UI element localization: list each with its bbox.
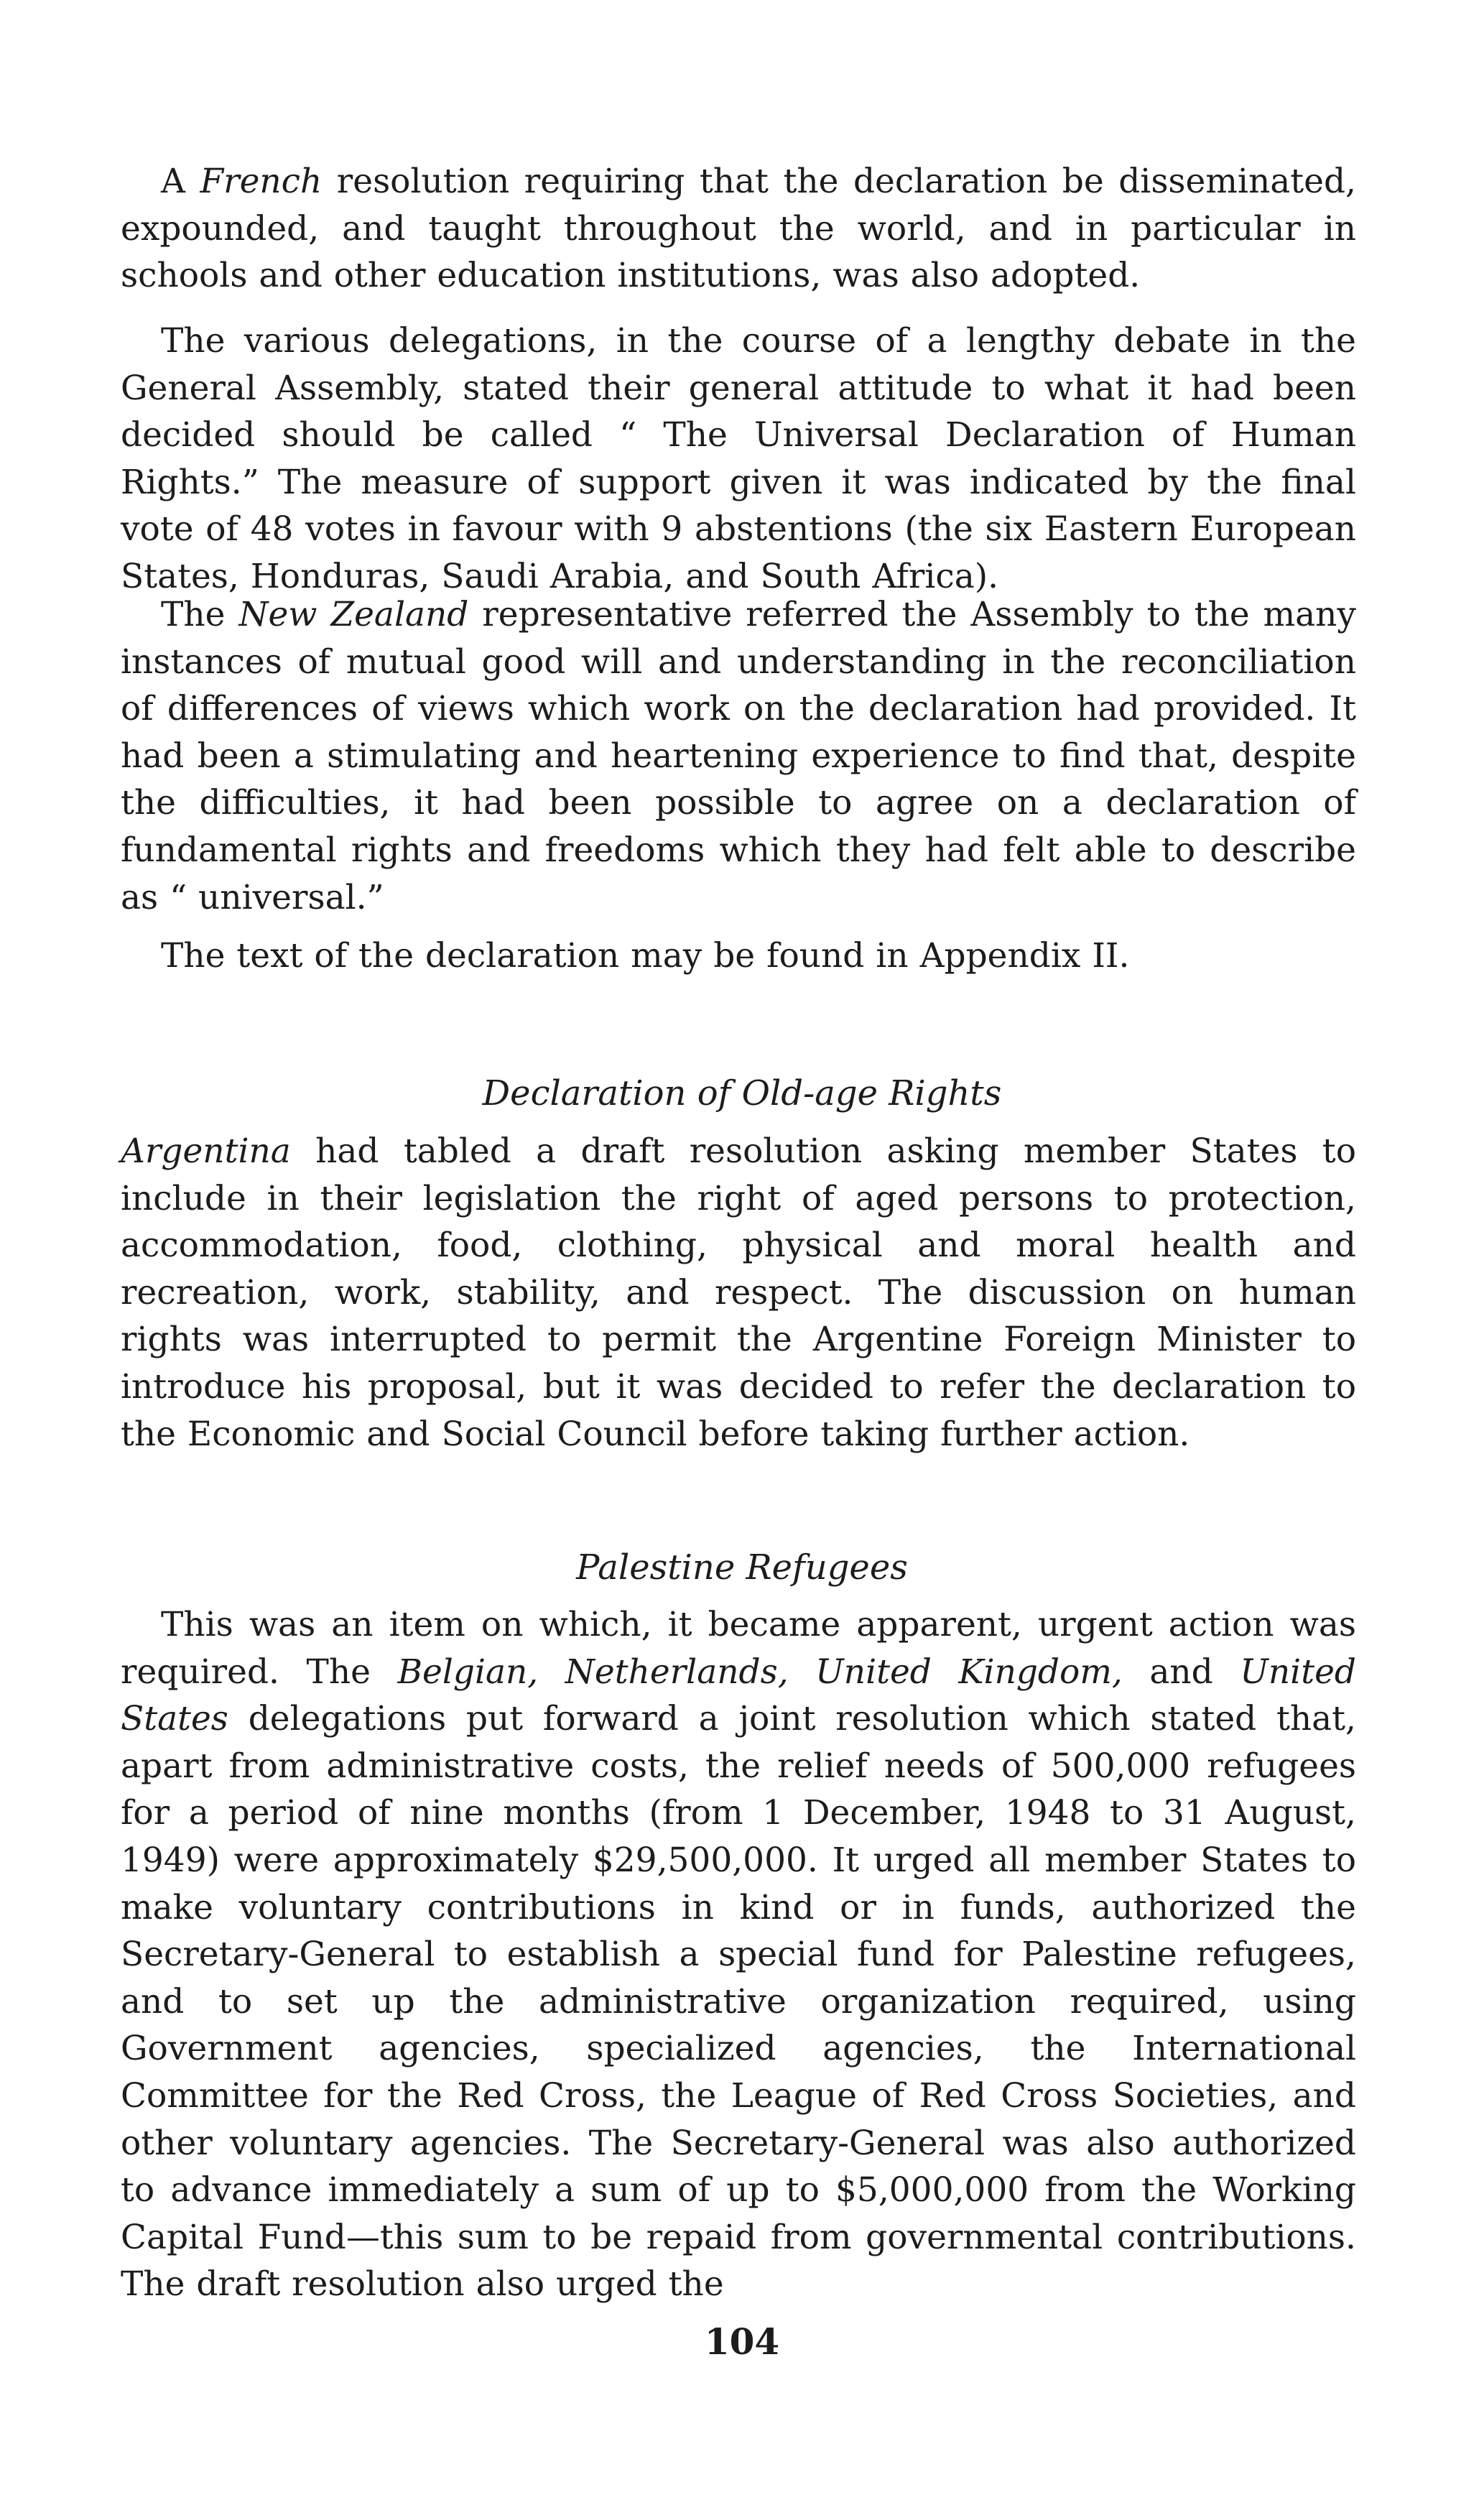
italic-emphasis: United States — [121, 1652, 1356, 1739]
paragraph-argentina: Argentina had tabled a draft resolution asking member States to include in their legislation the right of aged persons to protection, accommodation, food, clothing, physical and moral health and recreation, work, stability, and respect. The discussion on human rights was interrupted to permit the Argentine Foreign Minister to introduce his proposal, but it was decided to refer the declaration to the Economic and Social Council before taking further action. — [121, 1131, 1356, 1454]
page-number: 104 — [704, 2320, 780, 2363]
paragraph-french-resolution: A French resolution requiring that the declaration be disseminated, expounded, and taught throughout the world, and in particular in schools and other education institutions, was also adopted. — [121, 162, 1356, 296]
italic-emphasis: Belgian, Netherlands, United Kingdom, — [397, 1652, 1123, 1692]
paragraph-appendix-reference: The text of the declaration may be found in Appendix II. — [161, 936, 1130, 976]
paragraph-delegations-debate: The various delegations, in the course of a lengthy debate in the General Assembly, stated their general attitude to what it had been decided should be called “ The Universal Declaration of Human Rights.” The measure of support given it was indicated by the final vote of 48 votes in favour with 9 abstentions (the six Eastern European States, Honduras, Saudi Arabia, and South Africa). — [121, 321, 1356, 596]
paragraph-new-zealand: The New Zealand representative referred the Assembly to the many instances of mutual good will and understanding in the reconciliation of differences of views which work on the declaration had provided. It had been a stimulating and heartening experience to find that, despite the difficulties, it had been possible to agree on a declaration of fundamental rights and freedoms which they had felt able to describe as “ universal.” — [121, 595, 1356, 917]
italic-emphasis: New Zealand — [238, 595, 469, 634]
paragraph-palestine-relief: This was an item on which, it became apparent, urgent action was required. The Belgian, Netherlands, United Kingdom, and United States delegations put forward a joint resolution which stated that, apart from administrative costs, the relief needs of 500,000 refugees for a period of nine months (from 1 December, 1948 to 31 August, 1949) were approximately $29,500,000. It urged all member States to make voluntary contributions in kind or in funds, authorized the Secretary-General to establish a special fund for Palestine refugees, and to set up the administrative organization required, using Government agencies, specialized agencies, the International Committee for the Red Cross, the League of Red Cross Societies, and other voluntary agencies. The Secretary-General was also authorized to advance immediately a sum of up to $5,000,000 from the Working Capital Fund—this sum to be repaid from governmental contributions. The draft resolution also urged the — [121, 1605, 1356, 2305]
italic-emphasis: French — [200, 162, 323, 201]
italic-emphasis: Argentina — [121, 1131, 291, 1171]
heading-palestine-refugees: Palestine Refugees — [576, 1547, 908, 1588]
heading-old-age-rights: Declaration of Old-age Rights — [482, 1073, 1002, 1113]
